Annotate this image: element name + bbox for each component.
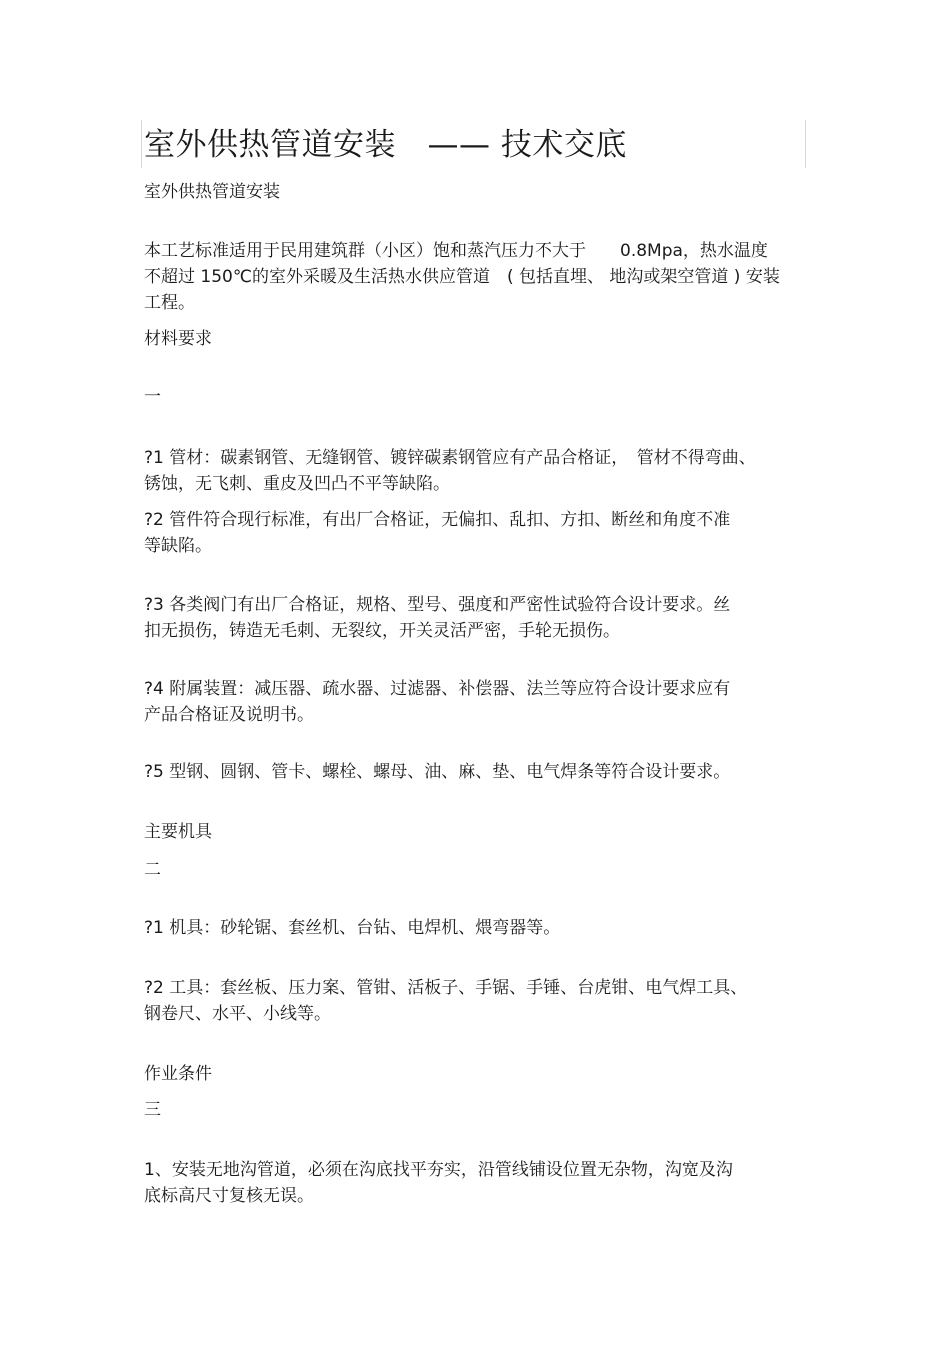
intro-line-1: 本工艺标准适用于民用建筑群（小区）饱和蒸汽压力不大于 0.8Mpa，热水温度 — [144, 241, 768, 261]
material-item-2-line-2: 等缺陷。 — [144, 536, 212, 556]
page-title: 室外供热管道安装 —— 技术交底 — [144, 127, 627, 163]
intro-line-2: 不超过 150℃的室外采暖及生活热水供应管道 ( 包括直埋、 地沟或架空管道 ) 安装 — [144, 267, 780, 287]
material-item-1-line-1: ?1 管材：碳素钢管、无缝钢管、镀锌碳素钢管应有产品合格证， 管材不得弯曲、 — [144, 448, 756, 468]
material-item-1-line-2: 锈蚀，无飞刺、重皮及凹凸不平等缺陷。 — [144, 474, 450, 494]
title-left-rule — [141, 120, 142, 168]
title-right-rule — [805, 120, 806, 168]
section-heading-materials: 材料要求 — [144, 329, 212, 349]
intro-line-3: 工程。 — [144, 293, 195, 313]
section-number-2: 二 — [144, 860, 161, 880]
tool-item-2-line-2: 钢卷尺、水平、小线等。 — [144, 1004, 331, 1024]
section-number-1: 一 — [144, 387, 161, 407]
material-item-3-line-1: ?3 各类阀门有出厂合格证，规格、型号、强度和严密性试验符合设计要求。丝 — [144, 595, 731, 615]
material-item-3-line-2: 扣无损伤，铸造无毛刺、无裂纹，开关灵活严密，手轮无损伤。 — [144, 621, 620, 641]
material-item-4-line-1: ?4 附属装置：减压器、疏水器、过滤器、补偿器、法兰等应符合设计要求应有 — [144, 679, 731, 699]
material-item-2-line-1: ?2 管件符合现行标准，有出厂合格证，无偏扣、乱扣、方扣、断丝和角度不准 — [144, 510, 731, 530]
title-frame — [141, 120, 806, 168]
condition-item-1-line-1: 1、安装无地沟管道，必须在沟底找平夯实，沿管线铺设位置无杂物，沟宽及沟 — [144, 1160, 733, 1180]
section-number-3: 三 — [144, 1100, 161, 1120]
section-heading-tools: 主要机具 — [144, 822, 212, 842]
material-item-5-line-1: ?5 型钢、圆钢、管卡、螺栓、螺母、油、麻、垫、电气焊条等符合设计要求。 — [144, 762, 731, 782]
tool-item-1-line-1: ?1 机具：砂轮锯、套丝机、台钻、电焊机、煨弯器等。 — [144, 918, 561, 938]
tool-item-2-line-1: ?2 工具：套丝板、压力案、管钳、活板子、手锯、手锤、台虎钳、电气焊工具、 — [144, 978, 748, 998]
condition-item-1-line-2: 底标高尺寸复核无误。 — [144, 1186, 314, 1206]
material-item-4-line-2: 产品合格证及说明书。 — [144, 705, 314, 725]
section-heading-conditions: 作业条件 — [144, 1064, 212, 1084]
subtitle: 室外供热管道安装 — [144, 182, 280, 202]
